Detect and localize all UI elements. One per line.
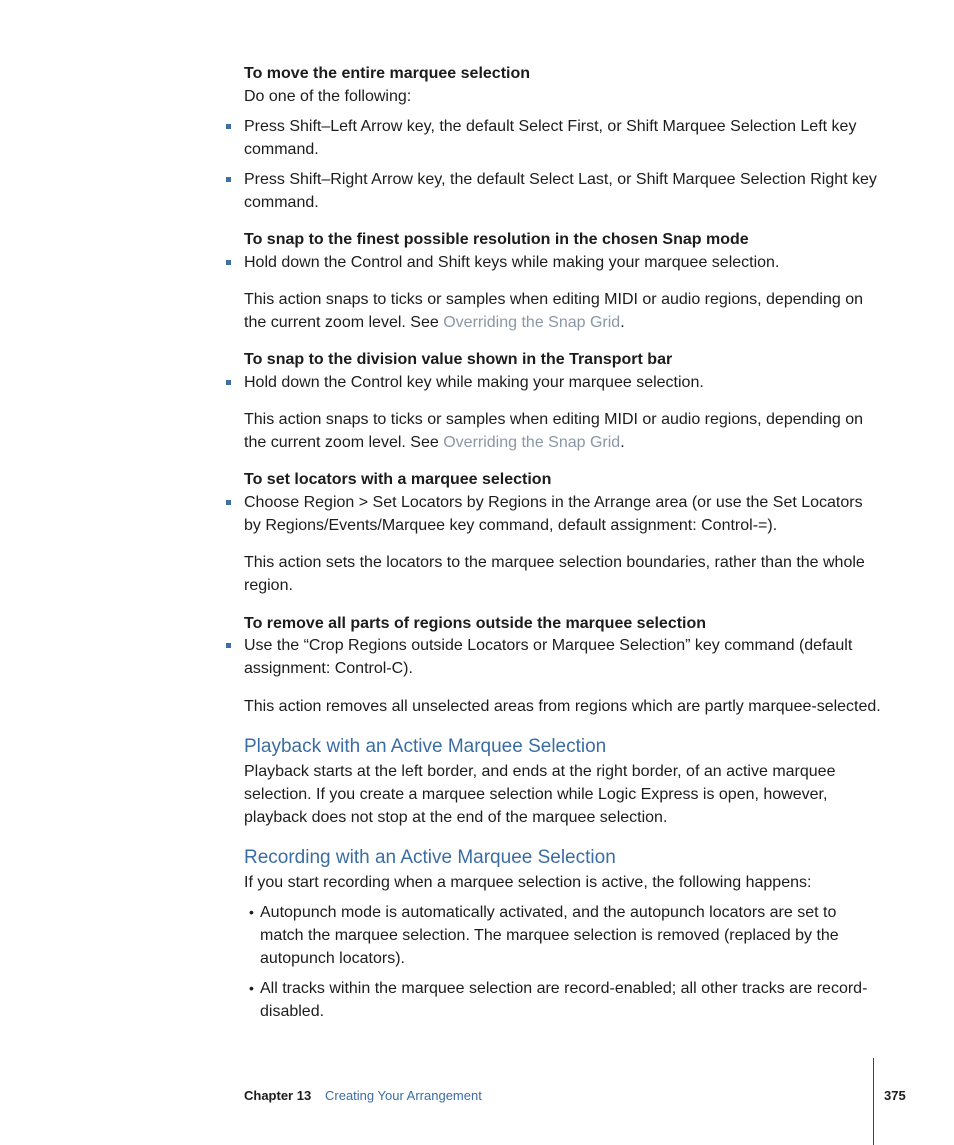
bullet-square-icon bbox=[226, 124, 231, 129]
bullet-square-icon bbox=[226, 643, 231, 648]
paragraph-text: This action snaps to ticks or samples when editing MIDI or audio regions, depending on the current zoom level. See bbox=[244, 291, 864, 331]
section-title-recording: Recording with an Active Marquee Selection bbox=[244, 847, 616, 868]
bullet-dot-icon: • bbox=[249, 904, 254, 920]
cross-reference-link[interactable]: Overriding the Snap Grid bbox=[443, 314, 621, 331]
paragraph: Playback starts at the left border, and ends at the right border, of an active marquee selection. If you create a marquee selection while Logic Express is open, however, playback does not stop at the end of the marquee selection. bbox=[244, 763, 836, 826]
paragraph bbox=[244, 288, 882, 334]
list-item: Use the “Crop Regions outside Locators or Marquee Selection” key command (default assignment: Control-C). bbox=[244, 637, 853, 677]
list-item: Press Shift–Left Arrow key, the default Select First, or Shift Marquee Selection Left key command. bbox=[244, 118, 857, 158]
paragraph-text: This action snaps to ticks or samples when editing MIDI or audio regions, depending on the current zoom level. See bbox=[244, 411, 864, 451]
bullet-square-icon bbox=[226, 380, 231, 385]
paragraph: This action sets the locators to the marquee selection boundaries, rather than the whole region. bbox=[244, 554, 865, 594]
bullet-dot-icon: • bbox=[249, 980, 254, 996]
section-title-playback: Playback with an Active Marquee Selection bbox=[244, 736, 607, 757]
paragraph-end: . bbox=[620, 314, 625, 331]
bullet-square-icon bbox=[226, 260, 231, 265]
paragraph: This action removes all unselected areas from regions which are partly marquee-selected. bbox=[244, 698, 881, 715]
paragraph-end: . bbox=[620, 434, 625, 451]
page-number: 375 bbox=[884, 1088, 906, 1103]
paragraph: Do one of the following: bbox=[244, 88, 412, 105]
footer-chapter-title[interactable]: Creating Your Arrangement bbox=[325, 1088, 482, 1103]
cross-reference-link[interactable]: Overriding the Snap Grid bbox=[443, 434, 621, 451]
list-item: Hold down the Control and Shift keys while making your marquee selection. bbox=[244, 254, 780, 271]
task-heading-snap-division: To snap to the division value shown in the Transport bar bbox=[244, 351, 673, 368]
list-item: Autopunch mode is automatically activated, and the autopunch locators are set to match the marquee selection. The marquee selection is removed (replaced by the autopunch locators). bbox=[260, 904, 839, 967]
paragraph: If you start recording when a marquee selection is active, the following happens: bbox=[244, 874, 812, 891]
paragraph bbox=[244, 408, 882, 454]
list-item: Choose Region > Set Locators by Regions in the Arrange area (or use the Set Locators by Regions/Events/Marquee key command, default assignment: Control-=). bbox=[244, 494, 863, 534]
bullet-square-icon bbox=[226, 500, 231, 505]
task-heading-snap-finest: To snap to the finest possible resolution in the chosen Snap mode bbox=[244, 231, 749, 248]
bullet-square-icon bbox=[226, 177, 231, 182]
footer-divider bbox=[873, 1058, 874, 1145]
task-heading-crop: To remove all parts of regions outside the marquee selection bbox=[244, 615, 707, 632]
list-item: Press Shift–Right Arrow key, the default Select Last, or Shift Marquee Selection Right key command. bbox=[244, 171, 877, 211]
task-heading-locators: To set locators with a marquee selection bbox=[244, 471, 552, 488]
list-item: All tracks within the marquee selection are record-enabled; all other tracks are record-disabled. bbox=[260, 980, 868, 1020]
task-heading-move: To move the entire marquee selection bbox=[244, 65, 531, 82]
footer-chapter: Chapter 13 bbox=[244, 1088, 312, 1103]
list-item: Hold down the Control key while making your marquee selection. bbox=[244, 374, 704, 391]
